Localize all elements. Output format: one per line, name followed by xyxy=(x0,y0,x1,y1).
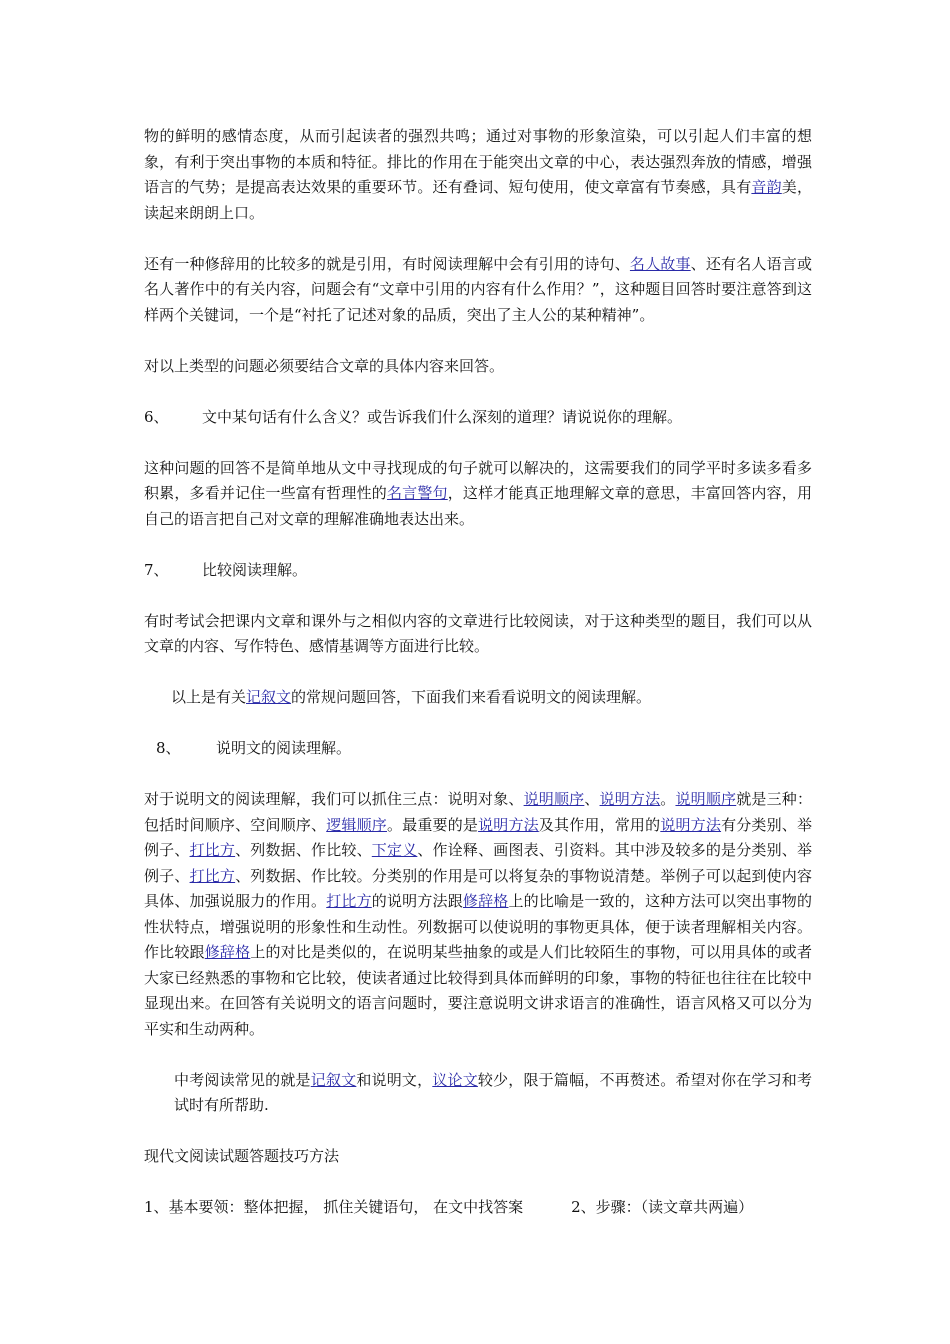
paragraph-meaning: 这种问题的回答不是简单地从文中寻找现成的句子就可以解决的，这需要我们的同学平时多读多看多积累，多看并记住一些富有哲理性的名言警句，这样才能真正地理解文章的意思，丰富回答内容，用自己的语言把自己对文章的理解准确地表达出来。 xyxy=(144,458,812,528)
link-dabifang[interactable]: 打比方 xyxy=(189,866,236,885)
heading-item-7 xyxy=(144,558,812,584)
item-number: 8、 xyxy=(156,739,181,757)
link-xiucige[interactable]: 修辞格 xyxy=(462,892,509,910)
link-shuoming-fangfa[interactable]: 说明方法 xyxy=(478,815,539,834)
link-xiadingyi[interactable]: 下定义 xyxy=(371,841,418,859)
link-dabifang[interactable]: 打比方 xyxy=(326,892,372,910)
link-shuoming-shunxu[interactable]: 说明顺序 xyxy=(523,790,585,808)
item-text: 文中某句话有什么含义？或告诉我们什么深刻的道理？请说说你的理解。 xyxy=(202,407,683,426)
link-luoji-shunxu[interactable]: 逻辑顺序 xyxy=(326,815,387,834)
paragraph-quotation: 还有一种修辞用的比较多的就是引用，有时阅读理解中会有引用的诗句、名人故事、还有名人语言或名人著作中的有关内容，问题会有“文章中引用的内容有什么作用？”，这种题目回答时要注意答到这样两个关键词，一个是“衬托了记述对象的品质，突出了主人公的某种精神”。 xyxy=(144,254,812,324)
link-mingren-gushi[interactable]: 名人故事 xyxy=(629,254,691,273)
item-number: 7、 xyxy=(144,560,169,579)
link-dabifang[interactable]: 打比方 xyxy=(189,841,236,859)
paragraph-steps xyxy=(144,1195,812,1221)
steps-basic: 1、基本要领：整体把握， 抓住关键语句， 在文中找答案 xyxy=(144,1198,524,1216)
link-mingyan-jingju[interactable]: 名言警句 xyxy=(386,484,448,502)
heading-item-6 xyxy=(144,405,812,431)
section-title: 现代文阅读试题答题技巧方法 xyxy=(144,1147,340,1165)
paragraph-rhetoric-effects: 物的鲜明的感情态度，从而引起读者的强烈共鸣；通过对事物的形象渲染，可以引起人们丰富的想象，有利于突出事物的本质和特征。排比的作用在于能突出文章的中心，表达强烈奔放的情感，增强语言的气势；是提高表达效果的重要环节。还有叠词、短句使用，使文章富有节奏感，具有音韵美，读起来朗朗上口。 xyxy=(144,127,812,222)
link-yilunwen[interactable]: 议论文 xyxy=(432,1070,478,1089)
paragraph-conclusion: 中考阅读常见的就是记叙文和说明文，议论文较少，限于篇幅，不再赘述。希望对你在学习和考试时有所帮助. xyxy=(174,1070,812,1114)
paragraph-expository: 对于说明文的阅读理解，我们可以抓住三点：说明对象、说明顺序、说明方法。说明顺序就是三种：包括时间顺序、空间顺序、逻辑顺序。最重要的是说明方法及其作用，常用的说明方法有分类别、举例子、打比方、列数据、作比较、下定义、作诠释、画图表、引资料。其中涉及较多的是分类别、举例子、打比方、列数据、作比较。分类别的作用是可以将复杂的事物说清楚。举例子可以起到使内容具体、加强说服力的作用。打比方的说明方法跟修辞格上的比喻是一致的，这种方法可以突出事物的性状特点，增强说明的形象性和生动性。列数据可以使说明的事物更具体，便于读者理解相关内容。作比较跟修辞格上的对比是类似的，在说明某些抽象的或是人们比较陌生的事物，可以用具体的或者大家已经熟悉的事物和它比较，使读者通过比较得到具体而鲜明的印象，事物的特征也往往在比较中显现出来。在回答有关说明文的语言问题时，要注意说明文讲求语言的准确性，语言风格又可以分为平实和生动两种。 xyxy=(144,790,812,1038)
document-page xyxy=(144,124,812,1221)
link-shuoming-fangfa[interactable]: 说明方法 xyxy=(599,790,661,808)
link-shuoming-fangfa[interactable]: 说明方法 xyxy=(660,815,722,834)
link-xiucige[interactable]: 修辞格 xyxy=(204,943,251,961)
paragraph-transition: 以上是有关记叙文的常规问题回答，下面我们来看看说明文的阅读理解。 xyxy=(171,688,652,706)
paragraph-note: 对以上类型的问题必须要结合文章的具体内容来回答。 xyxy=(144,356,505,375)
link-jixuwen[interactable]: 记叙文 xyxy=(246,688,292,706)
item-number: 6、 xyxy=(144,407,169,426)
item-text: 说明文的阅读理解。 xyxy=(216,739,352,757)
link-jixuwen[interactable]: 记叙文 xyxy=(310,1070,357,1089)
steps-procedure: 2、步骤：（读文章共两遍） xyxy=(571,1198,754,1216)
link-yinyun[interactable]: 音韵 xyxy=(751,178,782,196)
link-shuoming-shunxu[interactable]: 说明顺序 xyxy=(675,790,737,808)
heading-item-8 xyxy=(144,736,812,762)
paragraph-comparison: 有时考试会把课内文章和课外与之相似内容的文章进行比较阅读，对于这种类型的题目，我们可以从文章的内容、写作特色、感情基调等方面进行比较。 xyxy=(144,611,812,655)
item-text: 比较阅读理解。 xyxy=(202,560,308,579)
